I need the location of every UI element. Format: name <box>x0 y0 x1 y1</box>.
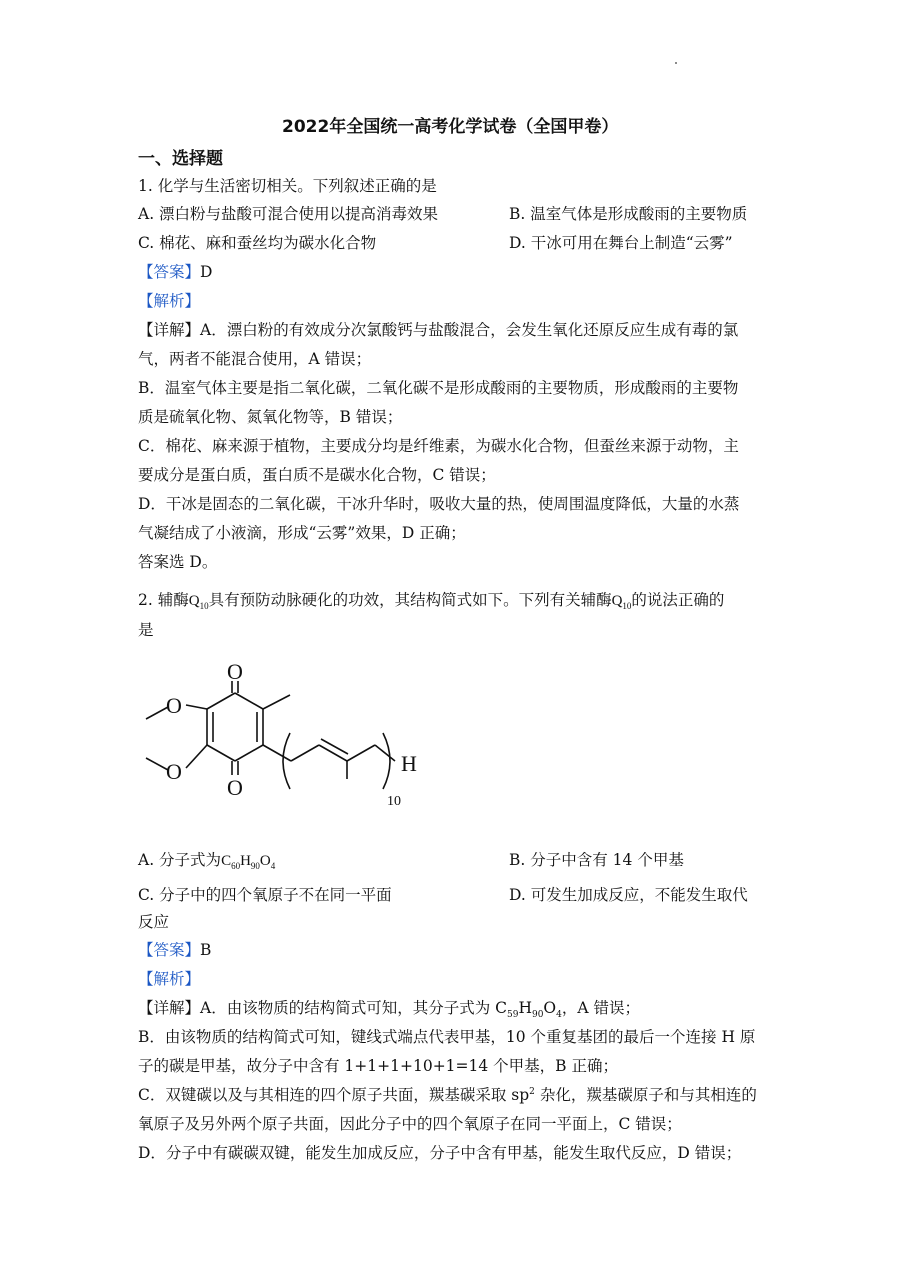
section-heading: 一、选择题 <box>138 149 223 169</box>
q2-option-a-text: A. 分子式为 <box>138 851 222 869</box>
formula-count: 60 <box>231 861 241 871</box>
q2-detail-text: 杂化，羰基碳原子和与其相连的 <box>534 1086 757 1104</box>
q2-stem-part: 具有预防动脉硬化的功效，其结构简式如下。下列有关辅酶 <box>208 591 612 609</box>
formula-count: 90 <box>531 1010 544 1020</box>
q2-answer-value: B <box>200 941 212 959</box>
q2-stem-line-1 <box>138 590 724 612</box>
q2-detail-text: ，A 错误； <box>561 999 640 1017</box>
q2-detail-text: 【详解】A．由该物质的结构简式可知，其分子式为 C <box>138 999 507 1017</box>
q2-option-a-formula <box>221 853 275 869</box>
q1-option-b: B. 温室气体是形成酸雨的主要物质 <box>509 205 748 223</box>
q1-option-d: D. 干冰可用在舞台上制造“云雾” <box>509 234 733 252</box>
q1-option-c: C. 棉花、麻和蚕丝均为碳水化合物 <box>138 234 377 252</box>
formula-count: 4 <box>556 1010 562 1020</box>
q1-detail-line: D．干冰是固态的二氧化碳，干冰升华时，吸收大量的热，使周围温度降低，大量的水蒸 <box>138 495 740 513</box>
q2-detail-c-line-2: 氧原子及另外两个原子共面，因此分子中的四个氧原子在同一平面上，C 错误； <box>138 1115 682 1133</box>
page-speck <box>675 62 677 64</box>
q2-option-d-continued: 反应 <box>138 913 170 931</box>
q1-detail-line: 气，两者不能混合使用，A 错误； <box>138 350 372 368</box>
formula-element: C <box>221 853 232 869</box>
q1-detail-line: 质是硫氧化物、氮氧化物等，B 错误； <box>138 408 403 426</box>
q2-detail-b-line-2: 子的碳是甲基，故分子中含有 1+1+1+10+1=14 个甲基，B 正确； <box>138 1057 619 1075</box>
terminal-hydrogen: H <box>401 751 417 776</box>
q2-answer <box>138 940 211 960</box>
q2-option-d: D. 可发生加成反应，不能发生取代 <box>509 886 748 904</box>
q2-detail-b-line-1: B．由该物质的结构简式可知，键线式端点代表甲基，10 个重复基团的最后一个连接 H 原 <box>138 1028 756 1046</box>
q2-detail-c-line-1 <box>138 1085 757 1108</box>
q2-option-b: B. 分子中含有 14 个甲基 <box>509 851 684 869</box>
q2-stem-part: 2. 辅酶 <box>138 591 189 609</box>
q2-detail-d: D．分子中有碳碳双键，能发生加成反应，分子中含有甲基，能发生取代反应，D 错误； <box>138 1144 742 1162</box>
formula-element: H <box>518 999 532 1017</box>
q10-letter: Q <box>611 593 623 609</box>
q1-stem: 1. 化学与生活密切相关。下列叙述正确的是 <box>138 177 437 195</box>
coenzyme-q10-structure <box>138 655 438 830</box>
q2-detail-a <box>138 998 640 1021</box>
formula-element: H <box>240 853 251 869</box>
q2-analysis-tag: 【解析】 <box>138 970 201 988</box>
q2-stem-line-2: 是 <box>138 621 154 639</box>
q10-letter: Q <box>188 593 200 609</box>
q2-detail-text: C．双键碳以及与其相连的四个原子共面，羰基碳采取 sp <box>138 1086 530 1104</box>
methoxy-oxygen-bottom: O <box>166 759 182 784</box>
page-title: 2022年全国统一高考化学试卷（全国甲卷） <box>282 117 619 137</box>
formula-count: 59 <box>506 1010 519 1020</box>
q1-analysis-tag: 【解析】 <box>138 292 201 310</box>
formula-count: 90 <box>250 861 260 871</box>
q1-answer-tag: 【答案】 <box>138 263 201 281</box>
q1-detail-line: 【详解】A．漂白粉的有效成分次氯酸钙与盐酸混合，会发生氧化还原反应生成有毒的氯 <box>138 321 739 339</box>
formula-element: O <box>259 853 271 869</box>
q10-label <box>612 593 632 609</box>
formula-count: 4 <box>270 861 276 871</box>
carbonyl-oxygen-top: O <box>227 659 243 684</box>
q10-subscript: 10 <box>622 601 632 611</box>
carbonyl-oxygen-bottom: O <box>227 775 243 800</box>
q2-stem-part: 的说法正确的 <box>631 591 725 609</box>
q10-label <box>189 593 209 609</box>
q1-option-a: A. 漂白粉与盐酸可混合使用以提高消毒效果 <box>138 205 439 223</box>
q1-detail-line: 气凝结成了小液滴，形成“云雾”效果，D 正确； <box>138 524 466 542</box>
superscript: 2 <box>529 1087 535 1097</box>
formula-element: O <box>543 999 557 1017</box>
q1-answer <box>138 262 212 282</box>
methoxy-oxygen-top: O <box>166 693 182 718</box>
q1-detail-line: B．温室气体主要是指二氧化碳，二氧化碳不是形成酸雨的主要物质，形成酸雨的主要物 <box>138 379 739 397</box>
q2-option-a <box>138 850 275 872</box>
repeat-count: 10 <box>387 794 401 809</box>
q1-detail-line: 答案选 D。 <box>138 553 218 571</box>
q1-detail-line: C．棉花、麻来源于植物，主要成分均是纤维素，为碳水化合物，但蚕丝来源于动物，主 <box>138 437 739 455</box>
q2-option-c: C. 分子中的四个氧原子不在同一平面 <box>138 886 392 904</box>
q1-answer-value: D <box>200 263 213 281</box>
q10-subscript: 10 <box>199 601 209 611</box>
q1-detail-line: 要成分是蛋白质，蛋白质不是碳水化合物，C 错误； <box>138 466 496 484</box>
q2-answer-tag: 【答案】 <box>138 941 201 959</box>
